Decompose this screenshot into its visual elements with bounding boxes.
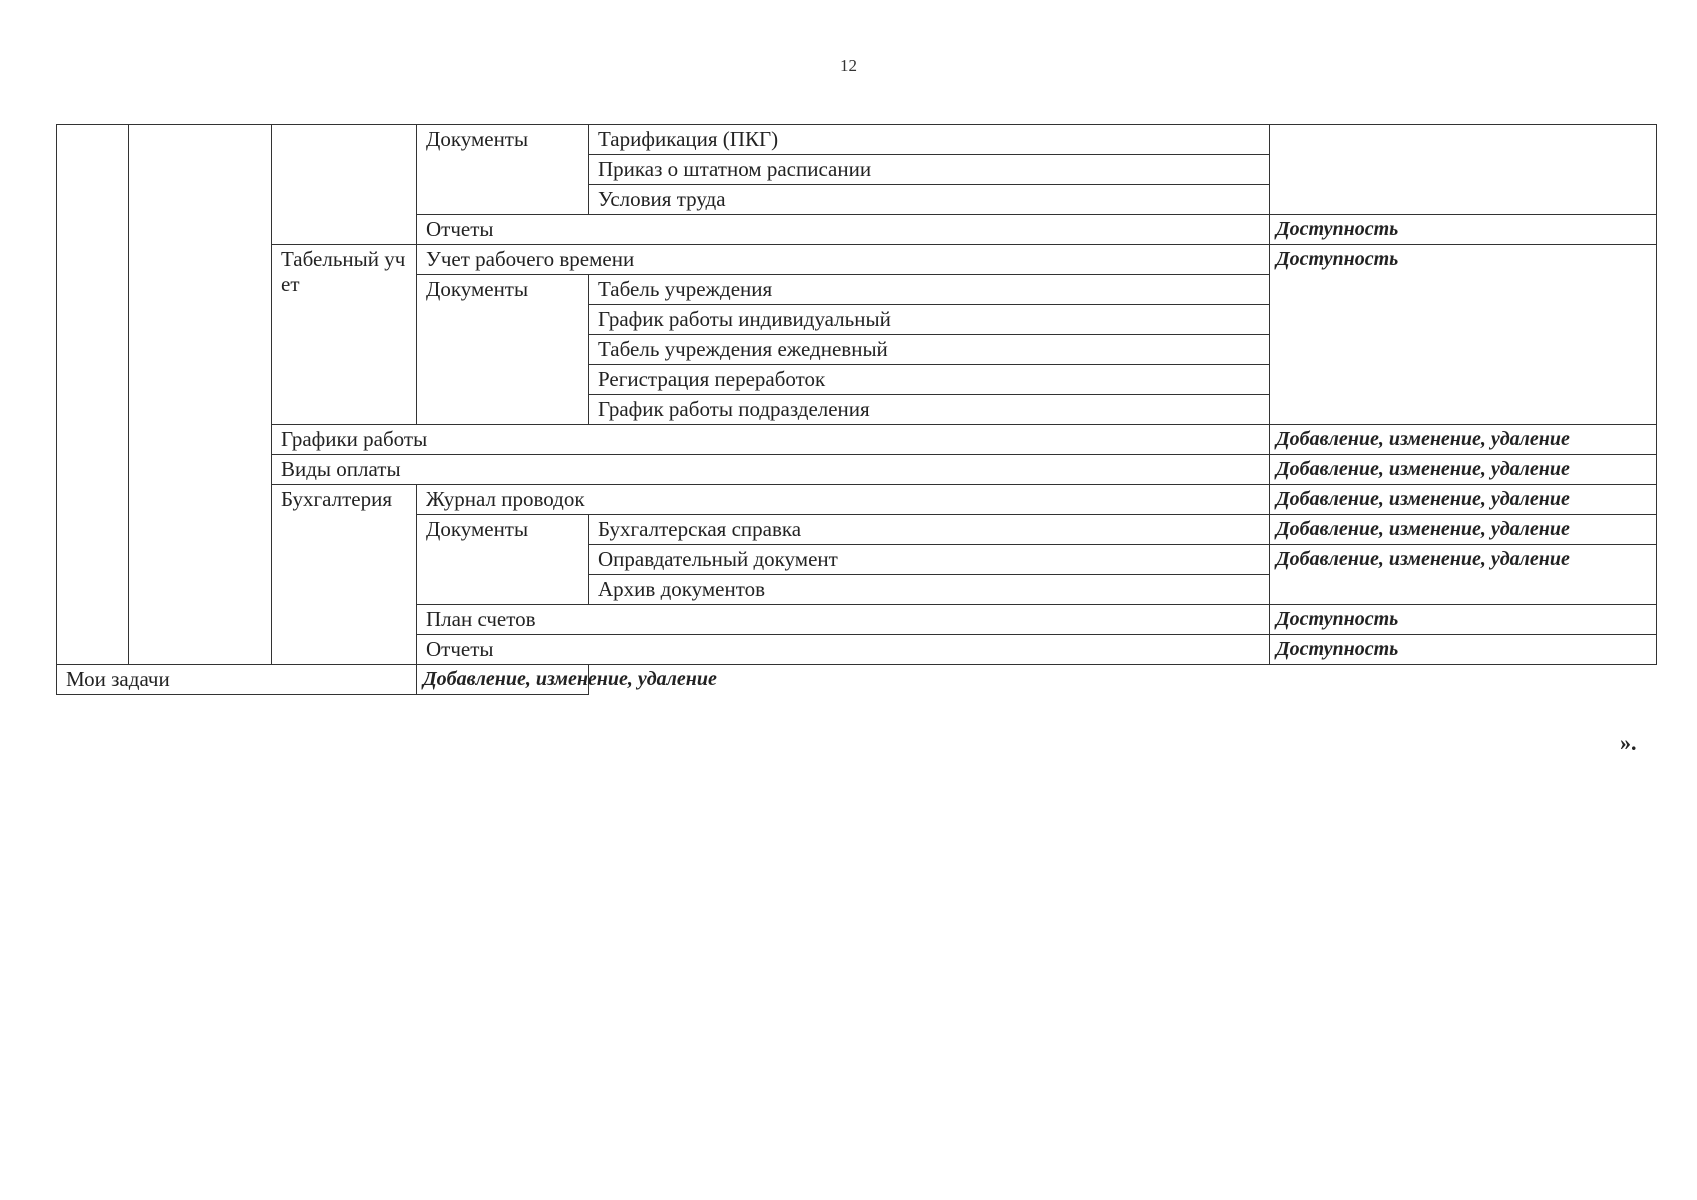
document-item: График работы индивидуальный bbox=[589, 305, 1270, 335]
permission-cell: Добавление, изменение, удаление bbox=[1270, 425, 1657, 455]
empty-cell bbox=[57, 125, 129, 665]
empty-cell bbox=[272, 125, 417, 245]
empty-cell bbox=[129, 125, 272, 665]
section-reports: Отчеты bbox=[417, 635, 1270, 665]
table-row bbox=[57, 665, 1657, 695]
document-item: График работы подразделения bbox=[589, 395, 1270, 425]
document-item: Архив документов bbox=[589, 575, 1270, 605]
table-row bbox=[57, 425, 1657, 455]
document-item: Табель учреждения ежедневный bbox=[589, 335, 1270, 365]
permission-cell: Добавление, изменение, удаление bbox=[1270, 515, 1657, 545]
table-row bbox=[57, 125, 1657, 155]
permission-cell bbox=[1270, 125, 1657, 215]
document-item: Тарификация (ПКГ) bbox=[589, 125, 1270, 155]
document-item: Бухгалтерская справка bbox=[589, 515, 1270, 545]
document-item: Приказ о штатном расписании bbox=[589, 155, 1270, 185]
permission-cell: Доступность bbox=[1270, 605, 1657, 635]
page-number: 12 bbox=[840, 56, 857, 75]
permission-cell: Добавление, изменение, удаление bbox=[1270, 545, 1657, 605]
section-my-tasks: Мои задачи bbox=[57, 665, 417, 695]
section-work-schedules: Графики работы bbox=[272, 425, 1270, 455]
section-documents: Документы bbox=[417, 515, 589, 605]
section-documents: Документы bbox=[417, 275, 589, 425]
journal-item: Журнал проводок bbox=[417, 485, 1270, 515]
section-timesheet: Табельный учет bbox=[272, 245, 417, 425]
permission-cell: Добавление, изменение, удаление bbox=[1270, 485, 1657, 515]
document-item: Табель учреждения bbox=[589, 275, 1270, 305]
permission-cell: Доступность bbox=[1270, 245, 1657, 425]
document-item: Условия труда bbox=[589, 185, 1270, 215]
section-pay-types: Виды оплаты bbox=[272, 455, 1270, 485]
document-item: Оправдательный документ bbox=[589, 545, 1270, 575]
access-rights-table bbox=[56, 124, 1657, 695]
closing-quote: ». bbox=[1620, 730, 1637, 755]
table-row bbox=[57, 245, 1657, 275]
table-row bbox=[57, 455, 1657, 485]
permission-cell: Добавление, изменение, удаление bbox=[1270, 455, 1657, 485]
permission-cell: Доступность bbox=[1270, 215, 1657, 245]
chart-of-accounts-item: План счетов bbox=[417, 605, 1270, 635]
work-time-item: Учет рабочего времени bbox=[417, 245, 1270, 275]
section-accounting: Бухгалтерия bbox=[272, 485, 417, 665]
section-documents: Документы bbox=[417, 125, 589, 215]
permission-cell: Добавление, изменение, удаление bbox=[417, 665, 589, 695]
table-row bbox=[57, 485, 1657, 515]
permission-cell: Доступность bbox=[1270, 635, 1657, 665]
document-item: Регистрация переработок bbox=[589, 365, 1270, 395]
section-reports: Отчеты bbox=[417, 215, 1270, 245]
